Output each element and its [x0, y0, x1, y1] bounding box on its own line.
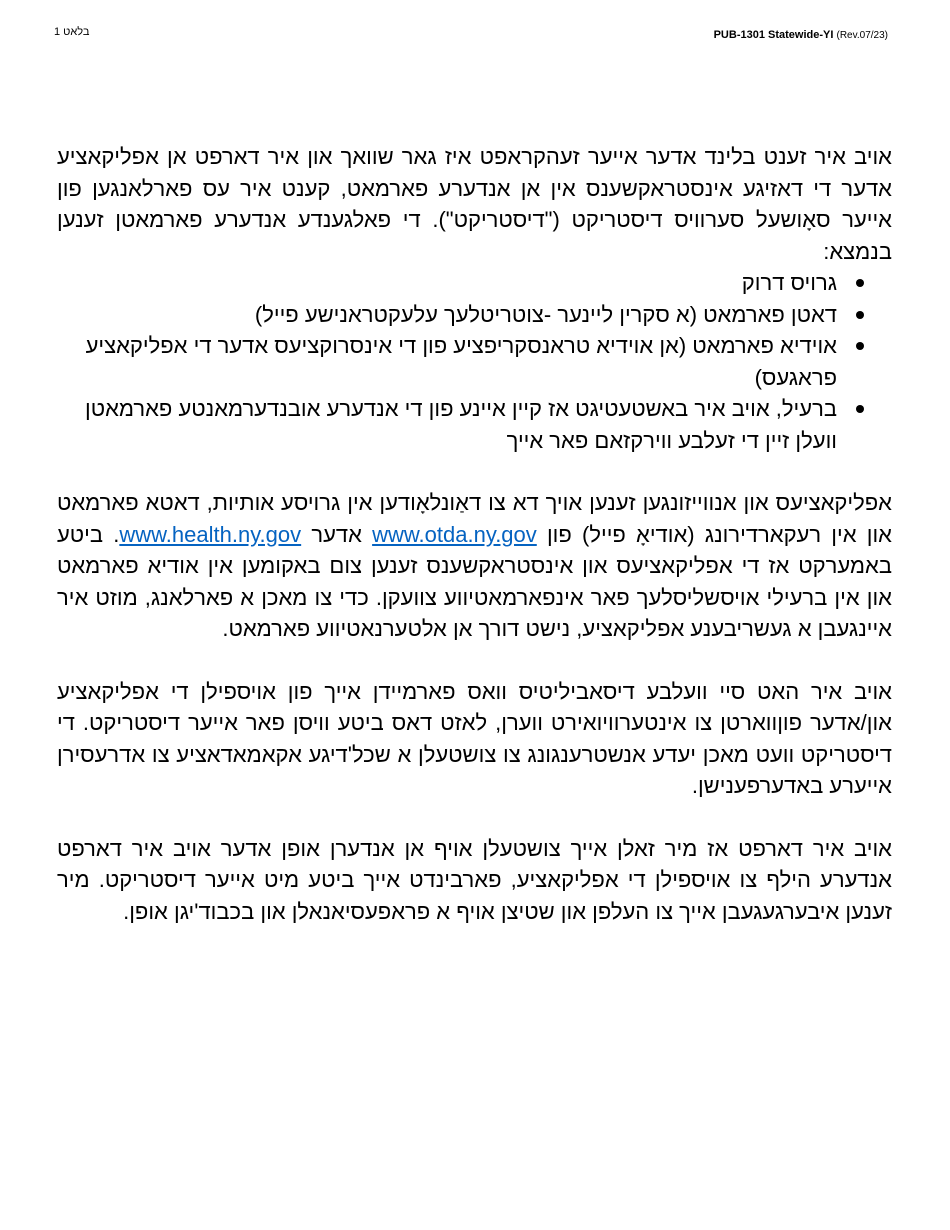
list-item — [57, 267, 892, 299]
bullet-icon — [856, 405, 864, 413]
publication-code — [714, 29, 888, 41]
bullet-icon — [856, 279, 864, 287]
bullet-icon — [856, 342, 864, 350]
download-text-end: . ביטע באמערקט אז די אפליקאציעס און אינסטראקשענס זענען צום באקומען אין אודיא פארמאט און אין ברעילי אויסשליסלעך פאר אינפארמאטיווע צוועקן. כדי צו מאכן א פארלאנג, מוזט איר איינגעבן א געשריבענע אפליקאציע, נישט דורך אן אלטערנאטיווע פארמאט. — [57, 521, 892, 641]
health-link[interactable]: www.health.ny.gov — [119, 521, 302, 547]
list-item — [57, 330, 892, 393]
list-item — [57, 299, 892, 331]
help-paragraph: אויב איר דארפט אז מיר זאלן אייך צושטעלן אויף אן אנדערן אופן אדער אויב איר דארפט אנדערע הילף צו אויספילן די אפליקאציע, פארבינדט אייך ביטע מיט אייער דיסטריקט. מיר זענען איבערגעגעבן אייך צו העלפן און שטיצן אויף א פראפעסיאנאלן און בכבוד'יגן אופן. — [57, 835, 892, 924]
list-item-text: אוידיא פארמאט (אן אוידיא טראנסקריפציע פון די אינסרוקציעס אדער די אפליקאציע פראגעס) — [85, 333, 837, 390]
list-item-text: גרויס דרוק — [741, 270, 837, 295]
list-item-text: דאטן פארמאט (א סקרין ליינער -צוטריטלעך עלעקטראנישע פייל) — [254, 301, 837, 327]
bullet-icon — [856, 311, 864, 319]
otda-link[interactable]: www.otda.ny.gov — [372, 521, 537, 547]
format-list — [57, 267, 892, 456]
list-item — [57, 393, 892, 456]
document-body — [57, 141, 892, 958]
revision-date: (Rev.07/23) — [836, 30, 888, 41]
publication-id: PUB-1301 Statewide-YI — [713, 29, 834, 41]
disability-paragraph: אויב איר האט סיי וועלבע דיסאביליטיס וואס פארמיידן אייך פון אויספילן די אפליקאציע און/אדער פוןווארטן צו אינטערוויואירט ווערן, לאזט דאס ביטע וויסן פאר אייער דיסטריקט. די דיסטריקט וועט מאכן יעדע אנשטרענגונג צו צושטעלן א שכל'דיגע אקאמאדאציע צו אדרעסירן אייערע באדערפענישן. — [57, 678, 892, 798]
intro-paragraph: אויב איר זענט בלינד אדער אייער זעהקראפט איז גאר שוואך און איר דארפט אן אפליקאציע אדער די דאזיגע אינסטראקשענס אין אן אנדערע פארמאט, קענט איר עס פארלאנגען פון אייער סאָושעל סערוויס דיסטריקט ("דיסטריקט"). די פאלגענדע אנדערע פארמאטן זענען בנמצא: — [57, 144, 892, 264]
download-paragraph — [57, 487, 892, 645]
download-text-or: אדער — [301, 521, 373, 547]
download-text-start: אפליקאציעס און אנווייזונגען זענען אויך דא צו דאַונלאָודען אין גרויסע אותיות, דאטא פארמאט און אין רעקארדירונג (אודיאָ פייל) פון — [57, 490, 892, 547]
list-item-text: ברעיל, אויב איר באשטעטיגט אז קיין איינע פון די אנדערע אובנדערמאנטע פארמאטן וועלן זיין די זעלבע ווירקזאם פאר אייך — [85, 396, 837, 453]
page-number: בלאט 1 — [54, 26, 90, 38]
